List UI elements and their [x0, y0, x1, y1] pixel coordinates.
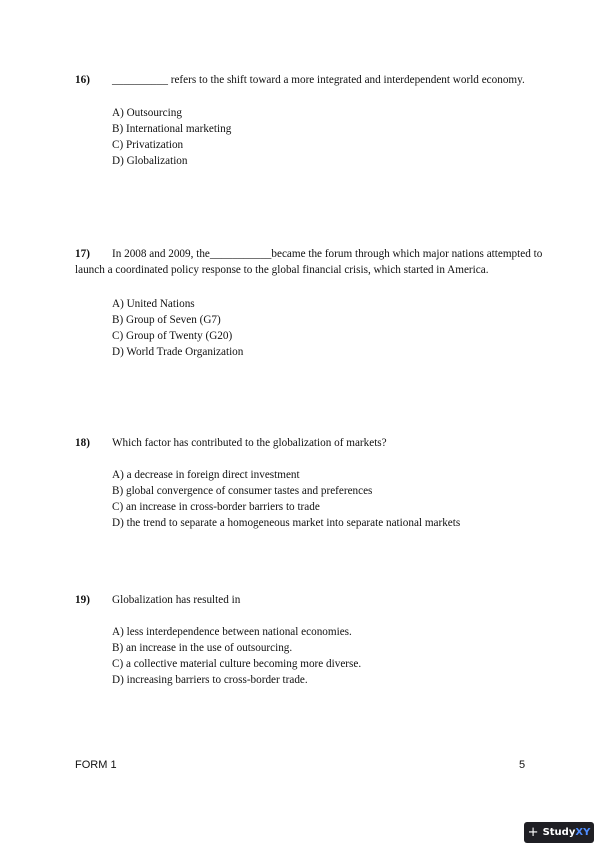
answer-options — [75, 467, 547, 531]
option-b: B) Group of Seven (G7) — [112, 314, 221, 326]
question-number: 16) — [75, 74, 90, 86]
option-d: D) World Trade Organization — [112, 346, 244, 358]
question-stem — [75, 246, 547, 278]
answer-options — [75, 624, 547, 688]
watermark-brand: StudyXY — [542, 827, 591, 838]
option-d: D) the trend to separate a homogeneous market into separate national markets — [112, 517, 461, 529]
question-stem — [75, 435, 547, 451]
plus-icon: + — [527, 825, 539, 840]
option-b: B) an increase in the use of outsourcing. — [112, 642, 293, 654]
question-number: 19) — [75, 594, 90, 606]
answer-options — [75, 105, 547, 169]
option-b: B) International marketing — [112, 123, 232, 135]
question-text: Which factor has contributed to the globalization of markets? — [112, 437, 387, 449]
option-c: C) an increase in cross-border barriers to trade — [112, 501, 320, 513]
footer-page-number: 5 — [519, 759, 526, 771]
option-a: A) less interdependence between national economies. — [112, 626, 352, 638]
studyxy-watermark[interactable] — [524, 822, 594, 843]
option-d: D) increasing barriers to cross-border trade. — [112, 674, 308, 686]
question-18 — [75, 435, 547, 531]
footer-form-label: FORM 1 — [75, 759, 117, 771]
option-a: A) a decrease in foreign direct investment — [112, 469, 300, 481]
question-text: Globalization has resulted in — [112, 594, 241, 606]
option-b: B) global convergence of consumer tastes and preferences — [112, 485, 373, 497]
question-text: In 2008 and 2009, the___________became the forum through which major nations attempted to launch a coordinated policy response to the global financial crisis, which started in America. — [75, 248, 543, 276]
question-text: __________ refers to the shift toward a more integrated and interdependent world economy. — [112, 74, 525, 86]
question-17 — [75, 246, 547, 360]
question-stem — [75, 72, 547, 88]
option-d: D) Globalization — [112, 155, 188, 167]
question-stem — [75, 592, 547, 608]
question-number: 17) — [75, 248, 90, 260]
option-a: A) United Nations — [112, 298, 195, 310]
option-c: C) Group of Twenty (G20) — [112, 330, 233, 342]
option-a: A) Outsourcing — [112, 107, 182, 119]
question-19 — [75, 592, 547, 688]
answer-options — [75, 296, 547, 360]
question-16 — [75, 72, 547, 169]
option-c: C) a collective material culture becoming more diverse. — [112, 658, 362, 670]
option-c: C) Privatization — [112, 139, 184, 151]
question-number: 18) — [75, 437, 90, 449]
